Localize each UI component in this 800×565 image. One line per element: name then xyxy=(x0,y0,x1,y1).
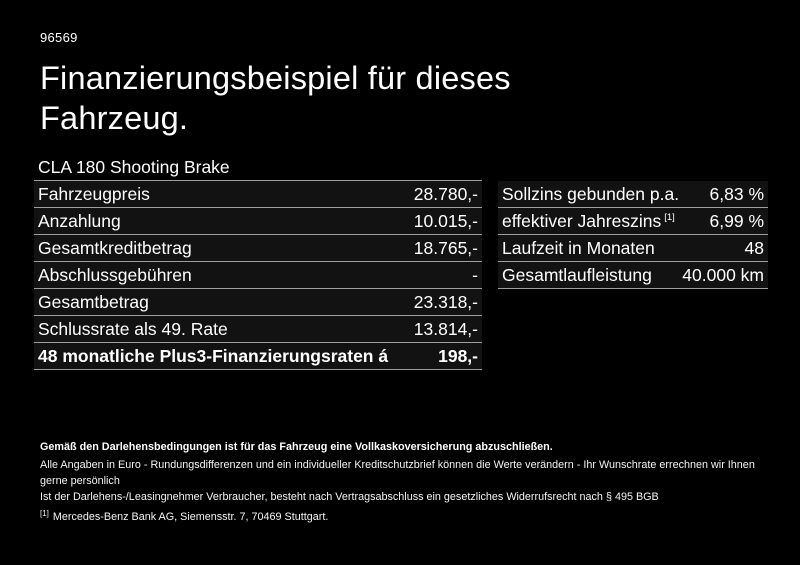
row-value: 48 xyxy=(744,237,764,258)
finance-conditions-table xyxy=(498,181,768,289)
row-label: Sollzins gebunden p.a. xyxy=(502,183,680,204)
table-row-gesamtkreditbetrag xyxy=(34,235,482,262)
table-row-abschlussgebuehren xyxy=(34,262,482,289)
vehicle-model: CLA 180 Shooting Brake xyxy=(38,156,230,177)
vehicle-model-row xyxy=(34,154,482,181)
reference-number: 96569 xyxy=(40,30,78,45)
table-row-gesamtlaufleistung xyxy=(498,262,768,289)
row-label: Gesamtkreditbetrag xyxy=(38,237,192,258)
footnote-marker: [1] xyxy=(40,508,49,518)
footnote-text: Mercedes-Benz Bank AG, Siemensstr. 7, 70469 Stuttgart. xyxy=(52,511,329,524)
table-row-sollzins xyxy=(498,181,768,208)
row-value: 10.015,- xyxy=(413,210,478,231)
row-label: Abschlussgebühren xyxy=(38,264,192,285)
row-label: Gesamtlaufleistung xyxy=(502,264,652,285)
table-row-effektiver-jahreszins xyxy=(498,208,768,235)
row-value: 18.765,- xyxy=(413,237,478,258)
row-value: 28.780,- xyxy=(413,183,478,204)
row-value: 13.814,- xyxy=(413,318,478,339)
disclaimer-line-2: Ist der Darlehens-/Leasingnehmer Verbraucher, besteht nach Vertragsabschluss ein gesetzliches Widerrufsrecht nach § 495 BGB xyxy=(40,490,659,503)
row-label: Anzahlung xyxy=(38,210,121,231)
row-value: 23.318,- xyxy=(413,291,478,312)
bank-footnote xyxy=(40,508,770,524)
finance-details-table xyxy=(34,154,482,370)
row-label: 48 monatliche Plus3-Finanzierungsraten á xyxy=(38,345,389,366)
legal-footer xyxy=(40,439,770,523)
row-value: 6,83 % xyxy=(709,183,764,204)
monthly-rate-row xyxy=(34,343,482,370)
row-label: Laufzeit in Monaten xyxy=(502,237,655,258)
table-row-gesamtbetrag xyxy=(34,289,482,316)
row-value: 198,- xyxy=(438,345,478,366)
row-label: Fahrzeugpreis xyxy=(38,183,150,204)
footnote-marker: [1] xyxy=(664,211,675,223)
table-row-laufzeit xyxy=(498,235,768,262)
insurance-note: Gemäß den Darlehensbedingungen ist für das Fahrzeug eine Vollkaskoversicherung abzuschließen. xyxy=(40,441,553,453)
financing-tables xyxy=(34,154,768,370)
table-row-anzahlung xyxy=(34,208,482,235)
row-label: Schlussrate als 49. Rate xyxy=(38,318,228,339)
row-label: Gesamtbetrag xyxy=(38,291,149,312)
page-title: Finanzierungsbeispiel für dieses Fahrzeug. xyxy=(40,60,511,136)
row-value: 6,99 % xyxy=(709,210,764,231)
table-row-fahrzeugpreis xyxy=(34,181,482,208)
table-row-schlussrate xyxy=(34,316,482,343)
row-value: - xyxy=(472,264,478,285)
row-value: 40.000 km xyxy=(682,264,764,285)
row-label: effektiver Jahreszins [1] xyxy=(502,210,675,231)
disclaimer-line-1: Alle Angaben in Euro - Rundungsdifferenzen und ein individueller Kreditschutzbrief können die Werte verändern - Ihr Wunschrate errechnen wir Ihnen gerne persönlich xyxy=(40,459,755,487)
